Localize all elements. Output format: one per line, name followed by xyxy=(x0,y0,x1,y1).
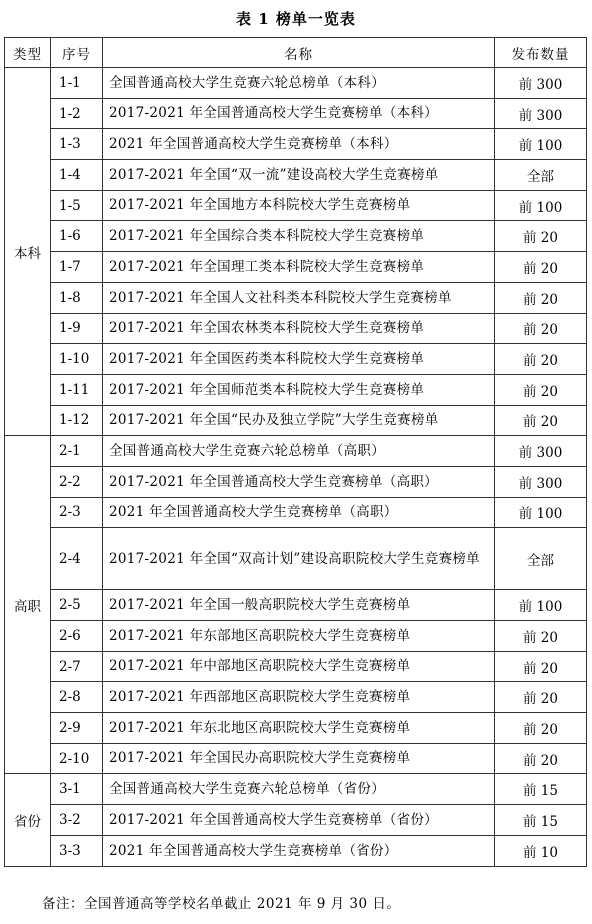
no-cell: 3-3 xyxy=(51,835,103,866)
count-cell: 全部 xyxy=(495,528,587,590)
table-row xyxy=(5,221,587,252)
count-cell: 前 300 xyxy=(495,98,587,129)
no-cell: 1-9 xyxy=(51,313,103,344)
table-row xyxy=(5,129,587,160)
name-cell: 2017-2021 年全国地方本科院校大学生竞赛榜单 xyxy=(103,190,495,221)
header-no: 序号 xyxy=(51,38,103,68)
no-cell: 1-6 xyxy=(51,221,103,252)
no-cell: 1-4 xyxy=(51,160,103,191)
no-cell: 1-3 xyxy=(51,129,103,160)
no-cell: 2-3 xyxy=(51,497,103,528)
name-cell: 全国普通高校大学生竞赛六轮总榜单（高职） xyxy=(103,436,495,467)
name-cell: 2017-2021 年全国普通高校大学生竞赛榜单（本科） xyxy=(103,98,495,129)
table-row xyxy=(5,497,587,528)
count-cell: 前 100 xyxy=(495,129,587,160)
count-cell: 前 20 xyxy=(495,621,587,652)
category-cell: 省份 xyxy=(5,774,51,866)
table-row xyxy=(5,252,587,283)
table-row xyxy=(5,190,587,221)
table-header-row xyxy=(5,38,587,68)
count-cell: 前 100 xyxy=(495,590,587,621)
no-cell: 2-7 xyxy=(51,651,103,682)
no-cell: 1-2 xyxy=(51,98,103,129)
footnote: 备注：全国普通高等学校名单截止 2021 年 9 月 30 日。 xyxy=(42,896,401,912)
no-cell: 2-4 xyxy=(51,528,103,590)
table-row xyxy=(5,682,587,713)
no-cell: 1-8 xyxy=(51,282,103,313)
name-cell: 2017-2021 年全国普通高校大学生竞赛榜单（省份） xyxy=(103,805,495,836)
count-cell: 前 300 xyxy=(495,466,587,497)
count-cell: 前 20 xyxy=(495,374,587,405)
table-row xyxy=(5,651,587,682)
ranking-table xyxy=(4,37,587,867)
table-row xyxy=(5,590,587,621)
no-cell: 1-10 xyxy=(51,344,103,375)
count-cell: 前 20 xyxy=(495,221,587,252)
table-title: 表 1 榜单一览表 xyxy=(236,10,356,28)
category-cell: 高职 xyxy=(5,436,51,774)
no-cell: 1-5 xyxy=(51,190,103,221)
name-cell: 2017-2021 年全国“双高计划”建设高职院校大学生竞赛榜单 xyxy=(103,528,495,590)
no-cell: 2-9 xyxy=(51,713,103,744)
no-cell: 3-1 xyxy=(51,774,103,805)
header-count: 发布数量 xyxy=(495,38,587,68)
no-cell: 3-2 xyxy=(51,805,103,836)
name-cell: 2017-2021 年全国综合类本科院校大学生竞赛榜单 xyxy=(103,221,495,252)
table-row xyxy=(5,374,587,405)
table-row xyxy=(5,805,587,836)
name-cell: 2017-2021 年全国医药类本科院校大学生竞赛榜单 xyxy=(103,344,495,375)
name-cell: 全国普通高校大学生竞赛六轮总榜单（本科） xyxy=(103,68,495,99)
table-body xyxy=(5,68,587,867)
count-cell: 前 20 xyxy=(495,682,587,713)
count-cell: 前 15 xyxy=(495,805,587,836)
name-cell: 2021 年全国普通高校大学生竞赛榜单（本科） xyxy=(103,129,495,160)
table-row xyxy=(5,436,587,467)
name-cell: 2021 年全国普通高校大学生竞赛榜单（省份） xyxy=(103,835,495,866)
count-cell: 前 20 xyxy=(495,713,587,744)
no-cell: 1-11 xyxy=(51,374,103,405)
no-cell: 2-10 xyxy=(51,743,103,774)
header-name: 名称 xyxy=(103,38,495,68)
name-cell: 2017-2021 年全国师范类本科院校大学生竞赛榜单 xyxy=(103,374,495,405)
count-cell: 前 300 xyxy=(495,68,587,99)
table-row xyxy=(5,344,587,375)
name-cell: 2017-2021 年全国“双一流”建设高校大学生竞赛榜单 xyxy=(103,160,495,191)
name-cell: 2017-2021 年东北地区高职院校大学生竞赛榜单 xyxy=(103,713,495,744)
no-cell: 2-8 xyxy=(51,682,103,713)
table-row xyxy=(5,313,587,344)
name-cell: 2017-2021 年西部地区高职院校大学生竞赛榜单 xyxy=(103,682,495,713)
no-cell: 2-1 xyxy=(51,436,103,467)
no-cell: 2-2 xyxy=(51,466,103,497)
count-cell: 前 15 xyxy=(495,774,587,805)
name-cell: 2017-2021 年全国普通高校大学生竞赛榜单（高职） xyxy=(103,466,495,497)
category-cell: 本科 xyxy=(5,68,51,436)
no-cell: 1-12 xyxy=(51,405,103,436)
name-cell: 2017-2021 年全国民办高职院校大学生竞赛榜单 xyxy=(103,743,495,774)
name-cell: 2017-2021 年全国一般高职院校大学生竞赛榜单 xyxy=(103,590,495,621)
count-cell: 前 20 xyxy=(495,282,587,313)
count-cell: 前 100 xyxy=(495,497,587,528)
name-cell: 2017-2021 年全国理工类本科院校大学生竞赛榜单 xyxy=(103,252,495,283)
no-cell: 1-7 xyxy=(51,252,103,283)
count-cell: 前 20 xyxy=(495,252,587,283)
name-cell: 2017-2021 年东部地区高职院校大学生竞赛榜单 xyxy=(103,621,495,652)
table-row xyxy=(5,98,587,129)
table-row xyxy=(5,621,587,652)
table-row xyxy=(5,743,587,774)
table-row xyxy=(5,160,587,191)
name-cell: 2021 年全国普通高校大学生竞赛榜单（高职） xyxy=(103,497,495,528)
name-cell: 2017-2021 年全国“民办及独立学院”大学生竞赛榜单 xyxy=(103,405,495,436)
count-cell: 前 20 xyxy=(495,405,587,436)
table-row xyxy=(5,405,587,436)
header-type: 类型 xyxy=(5,38,51,68)
count-cell: 前 20 xyxy=(495,743,587,774)
count-cell: 前 20 xyxy=(495,313,587,344)
count-cell: 前 300 xyxy=(495,436,587,467)
name-cell: 2017-2021 年全国农林类本科院校大学生竞赛榜单 xyxy=(103,313,495,344)
count-cell: 前 10 xyxy=(495,835,587,866)
name-cell: 2017-2021 年中部地区高职院校大学生竞赛榜单 xyxy=(103,651,495,682)
name-cell: 全国普通高校大学生竞赛六轮总榜单（省份） xyxy=(103,774,495,805)
count-cell: 前 100 xyxy=(495,190,587,221)
table-row xyxy=(5,68,587,99)
table-row xyxy=(5,528,587,590)
no-cell: 1-1 xyxy=(51,68,103,99)
no-cell: 2-6 xyxy=(51,621,103,652)
table-row xyxy=(5,774,587,805)
count-cell: 前 20 xyxy=(495,344,587,375)
count-cell: 全部 xyxy=(495,160,587,191)
table-row xyxy=(5,713,587,744)
count-cell: 前 20 xyxy=(495,651,587,682)
name-cell: 2017-2021 年全国人文社科类本科院校大学生竞赛榜单 xyxy=(103,282,495,313)
table-row xyxy=(5,835,587,866)
table-row xyxy=(5,466,587,497)
no-cell: 2-5 xyxy=(51,590,103,621)
table-row xyxy=(5,282,587,313)
